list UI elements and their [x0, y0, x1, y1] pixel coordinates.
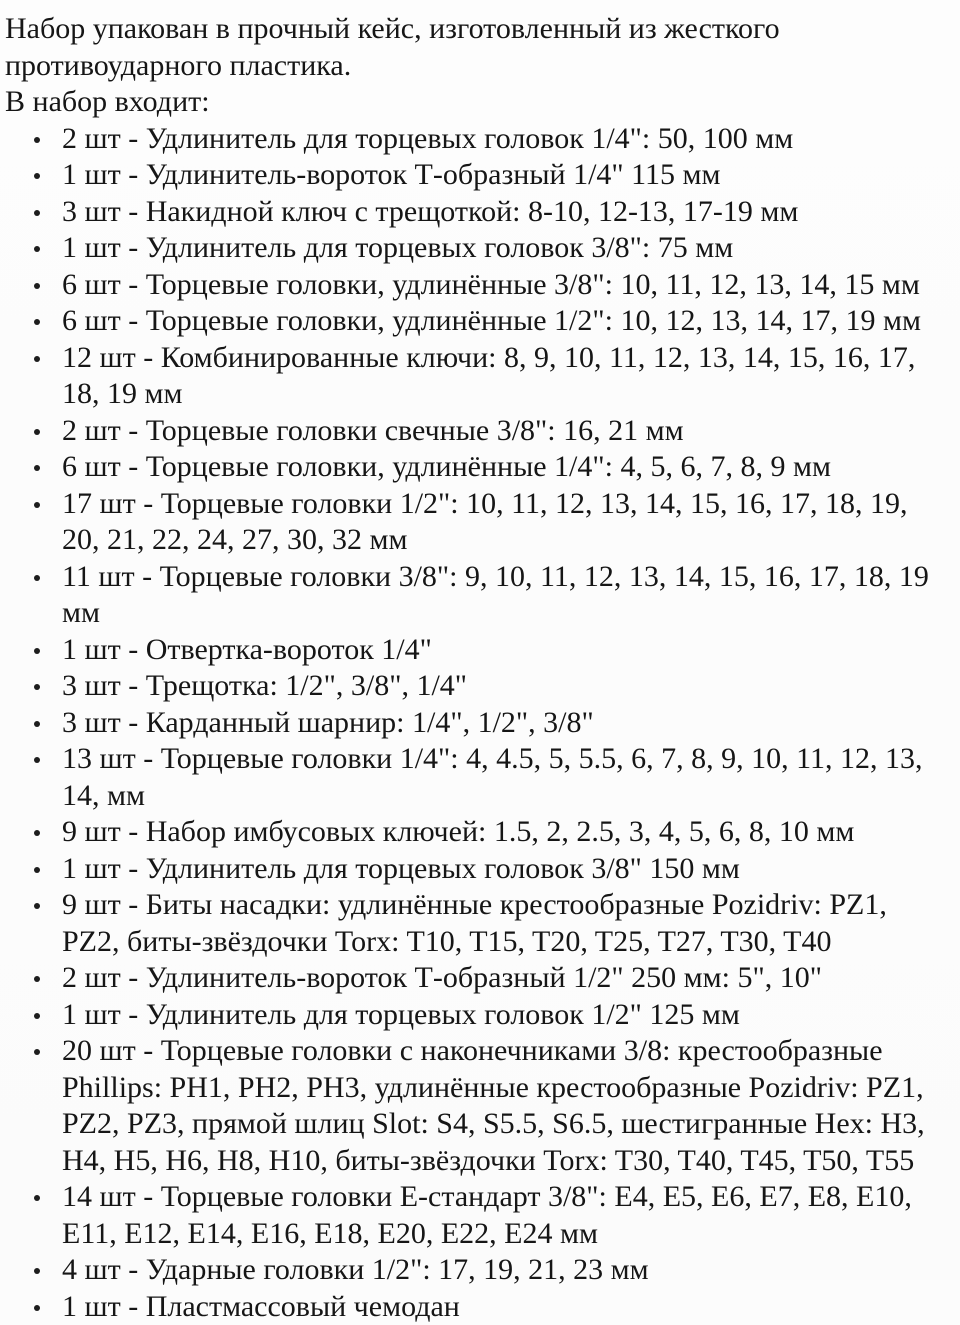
bullet-icon [34, 246, 40, 252]
bullet-icon [34, 1268, 40, 1274]
bullet-icon [34, 173, 40, 179]
bullet-icon [34, 356, 40, 362]
list-item [5, 1179, 952, 1252]
list-item [5, 267, 952, 304]
bullet-icon [34, 1049, 40, 1055]
list-item [5, 121, 952, 158]
list-item [5, 340, 952, 413]
list-item-text: 1 шт - Отвертка-вороток 1/4" [62, 633, 432, 666]
list-item-text: 2 шт - Торцевые головки свечные 3/8": 16, 21 мм [62, 414, 684, 447]
bullet-icon [34, 137, 40, 143]
bullet-icon [34, 465, 40, 471]
list-item-text: 3 шт - Трещотка: 1/2", 3/8", 1/4" [62, 669, 467, 702]
list-item [5, 1252, 952, 1289]
bullet-icon [34, 721, 40, 727]
bullet-icon [34, 319, 40, 325]
list-item-text: 9 шт - Набор имбусовых ключей: 1.5, 2, 2.5, 3, 4, 5, 6, 8, 10 мм [62, 815, 854, 848]
bullet-icon [34, 648, 40, 654]
list-item-text: 2 шт - Удлинитель для торцевых головок 1/4": 50, 100 мм [62, 122, 793, 155]
list-item [5, 668, 952, 705]
list-item [5, 559, 952, 632]
list-item-text: 1 шт - Удлинитель для торцевых головок 3/8": 75 мм [62, 231, 733, 264]
intro-paragraph: Набор упакован в прочный кейс, изготовленный из жесткого противоударного пластика. [5, 11, 952, 84]
list-item-text: 6 шт - Торцевые головки, удлинённые 1/4": 4, 5, 6, 7, 8, 9 мм [62, 450, 831, 483]
list-item [5, 1033, 952, 1179]
list-item [5, 449, 952, 486]
list-item-text: 17 шт - Торцевые головки 1/2": 10, 11, 12, 13, 14, 15, 16, 17, 18, 19, 20, 21, 22, 24, 27, 30, 32 мм [62, 487, 908, 557]
list-item-text: 12 шт - Комбинированные ключи: 8, 9, 10, 11, 12, 13, 14, 15, 16, 17, 18, 19 мм [62, 341, 915, 411]
list-item [5, 887, 952, 960]
bullet-icon [34, 976, 40, 982]
bullet-icon [34, 903, 40, 909]
list-heading: В набор входит: [5, 84, 952, 121]
bullet-icon [34, 283, 40, 289]
list-item-text: 2 шт - Удлинитель-вороток Т-образный 1/2" 250 мм: 5", 10" [62, 961, 822, 994]
list-item-text: 14 шт - Торцевые головки Е-стандарт 3/8": E4, E5, E6, E7, E8, E10, E11, E12, E14, E16, E18, E20, E22, E24 мм [62, 1180, 912, 1250]
list-item-text: 1 шт - Удлинитель для торцевых головок 1/2" 125 мм [62, 998, 740, 1031]
list-item [5, 741, 952, 814]
list-item-text: 1 шт - Пластмассовый чемодан [62, 1290, 460, 1323]
list-item [5, 814, 952, 851]
list-item [5, 157, 952, 194]
list-item [5, 960, 952, 997]
list-item-text: 3 шт - Карданный шарнир: 1/4", 1/2", 3/8" [62, 706, 594, 739]
bullet-icon [34, 1195, 40, 1201]
bullet-icon [34, 1305, 40, 1311]
bullet-icon [34, 830, 40, 836]
list-item-text: 9 шт - Биты насадки: удлинённые крестообразные Pozidriv: PZ1, PZ2, биты-звёздочки Torx: T10, T15, T20, T25, T27, T30, T40 [62, 888, 887, 958]
contents-list [5, 121, 952, 1325]
list-item [5, 413, 952, 450]
bullet-icon [34, 867, 40, 873]
list-item [5, 997, 952, 1034]
list-item-text: 20 шт - Торцевые головки с наконечниками 3/8: крестообразные Phillips: PH1, PH2, PH3, удлинённые крестообразные Pozidriv: PZ1, PZ2, PZ3, прямой шлиц Slot: S4, S5.5, S6.5, шестигранные Hex: H3, H4, H5, H6, H8, H10, биты-звёздочки Torx: T30, T40, T45, T50, T55 [62, 1034, 925, 1177]
list-item [5, 194, 952, 231]
list-item-text: 6 шт - Торцевые головки, удлинённые 3/8": 10, 11, 12, 13, 14, 15 мм [62, 268, 920, 301]
bullet-icon [34, 684, 40, 690]
bullet-icon [34, 1013, 40, 1019]
bullet-icon [34, 429, 40, 435]
list-item [5, 705, 952, 742]
bullet-icon [34, 210, 40, 216]
list-item-text: 1 шт - Удлинитель-вороток Т-образный 1/4" 115 мм [62, 158, 721, 191]
list-item-text: 3 шт - Накидной ключ с трещоткой: 8-10, 12-13, 17-19 мм [62, 195, 798, 228]
list-item-text: 4 шт - Ударные головки 1/2": 17, 19, 21, 23 мм [62, 1253, 649, 1286]
list-item [5, 1289, 952, 1325]
list-item-text: 6 шт - Торцевые головки, удлинённые 1/2": 10, 12, 13, 14, 17, 19 мм [62, 304, 921, 337]
list-item [5, 230, 952, 267]
list-item [5, 303, 952, 340]
list-item [5, 851, 952, 888]
list-item-text: 11 шт - Торцевые головки 3/8": 9, 10, 11, 12, 13, 14, 15, 16, 17, 18, 19 мм [62, 560, 929, 630]
list-item [5, 486, 952, 559]
list-item-text: 1 шт - Удлинитель для торцевых головок 3/8" 150 мм [62, 852, 740, 885]
bullet-icon [34, 757, 40, 763]
list-item-text: 13 шт - Торцевые головки 1/4": 4, 4.5, 5, 5.5, 6, 7, 8, 9, 10, 11, 12, 13, 14, мм [62, 742, 923, 812]
list-item [5, 632, 952, 669]
bullet-icon [34, 575, 40, 581]
bullet-icon [34, 502, 40, 508]
